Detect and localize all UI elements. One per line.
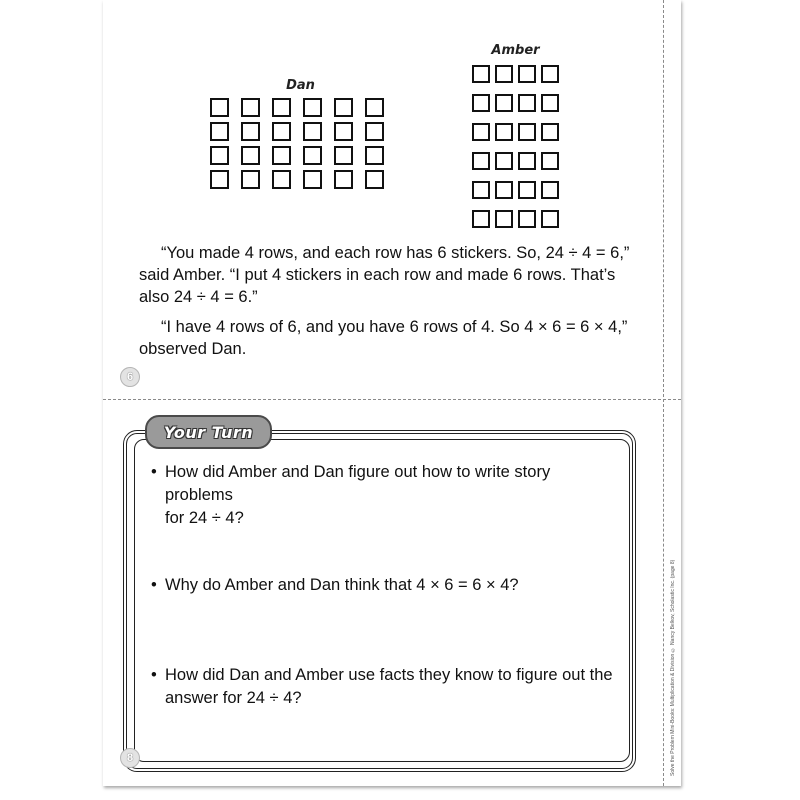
- sticker-square: [272, 98, 291, 117]
- sticker-square: [365, 98, 384, 117]
- sticker-square: [272, 122, 291, 141]
- sticker-square: [541, 123, 559, 141]
- sticker-square: [495, 65, 513, 83]
- sticker-square: [303, 98, 322, 117]
- amber-label: Amber: [491, 43, 540, 58]
- copyright-credit: Solve the Problem Mini-Books: Multiplication & Division © Nancy Belkov, Scholastic Inc. (page 8): [670, 559, 676, 776]
- fold-line: [103, 399, 681, 400]
- sticker-square: [541, 65, 559, 83]
- sticker-square: [334, 170, 353, 189]
- bullet: •: [151, 666, 157, 684]
- sticker-square: [334, 146, 353, 165]
- sticker-square: [303, 170, 322, 189]
- sticker-square: [495, 94, 513, 112]
- sticker-square: [472, 181, 490, 199]
- sticker-square: [541, 152, 559, 170]
- sticker-square: [472, 123, 490, 141]
- story-paragraph-2: [139, 316, 639, 360]
- cut-line: [663, 0, 664, 786]
- question-line: How did Amber and Dan figure out how to write story problems: [165, 463, 551, 504]
- sticker-square: [472, 152, 490, 170]
- sticker-square: [541, 181, 559, 199]
- sticker-square: [210, 146, 229, 165]
- sticker-square: [210, 122, 229, 141]
- amber-sticker-array: [472, 40, 559, 240]
- your-turn-title: Your Turn: [163, 422, 254, 442]
- story-line: observed Dan.: [139, 340, 247, 358]
- sticker-square: [518, 94, 536, 112]
- sticker-square: [472, 94, 490, 112]
- sticker-square: [334, 98, 353, 117]
- question-line: answer for 24 ÷ 4?: [165, 689, 302, 707]
- sticker-square: [495, 210, 513, 228]
- sticker-square: [495, 181, 513, 199]
- sticker-square: [472, 65, 490, 83]
- question-line: How did Dan and Amber use facts they know to figure out the: [165, 666, 613, 684]
- sticker-square: [303, 146, 322, 165]
- story-line: “I have 4 rows of 6, and you have 6 rows of 4. So 4 × 6 = 6 × 4,”: [161, 318, 628, 336]
- sticker-square: [272, 170, 291, 189]
- sticker-square: [241, 170, 260, 189]
- question-2: [151, 574, 621, 597]
- amber-grid: [472, 65, 559, 228]
- page-number-bottom: 8: [120, 748, 140, 768]
- story-paragraph-1: [139, 242, 639, 308]
- your-turn-header: [145, 415, 272, 449]
- sticker-square: [272, 146, 291, 165]
- dan-label: Dan: [286, 78, 315, 93]
- sticker-square: [365, 146, 384, 165]
- story-line: also 24 ÷ 4 = 6.”: [139, 288, 258, 306]
- sticker-square: [210, 98, 229, 117]
- question-3: [151, 664, 621, 710]
- sticker-square: [241, 98, 260, 117]
- sticker-square: [365, 122, 384, 141]
- question-line: Why do Amber and Dan think that 4 × 6 = 6 × 4?: [165, 576, 519, 594]
- sticker-square: [303, 122, 322, 141]
- sticker-square: [541, 94, 559, 112]
- sticker-square: [210, 170, 229, 189]
- story-line: said Amber. “I put 4 stickers in each row and made 6 rows. That’s: [139, 266, 616, 284]
- story-line: “You made 4 rows, and each row has 6 stickers. So, 24 ÷ 4 = 6,”: [161, 244, 630, 262]
- dan-grid: [210, 98, 384, 189]
- sticker-square: [334, 122, 353, 141]
- dan-sticker-array: [210, 74, 391, 200]
- sticker-square: [472, 210, 490, 228]
- question-1: [151, 461, 621, 530]
- worksheet-page: [103, 0, 681, 786]
- sticker-square: [518, 152, 536, 170]
- sticker-square: [365, 170, 384, 189]
- bullet: •: [151, 463, 157, 481]
- sticker-square: [541, 210, 559, 228]
- sticker-square: [518, 210, 536, 228]
- sticker-square: [241, 122, 260, 141]
- sticker-square: [495, 123, 513, 141]
- sticker-square: [495, 152, 513, 170]
- page-number-top: 6: [120, 367, 140, 387]
- sticker-square: [518, 65, 536, 83]
- sticker-square: [518, 181, 536, 199]
- question-line: for 24 ÷ 4?: [165, 509, 244, 527]
- sticker-square: [518, 123, 536, 141]
- bullet: •: [151, 576, 157, 594]
- sticker-square: [241, 146, 260, 165]
